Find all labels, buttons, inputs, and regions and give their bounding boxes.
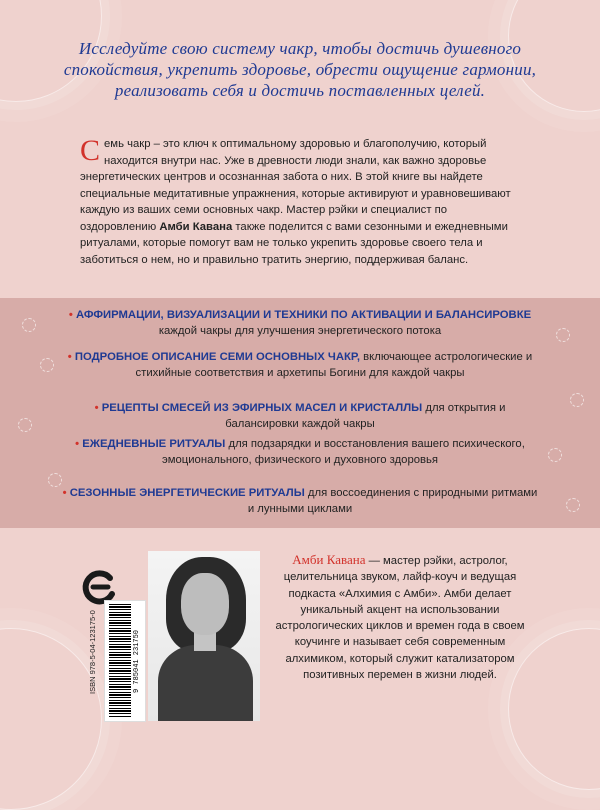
feature-item: • СЕЗОННЫЕ ЭНЕРГЕТИЧЕСКИЕ РИТУАЛЫ для воссоединения с природными ритмами и лунными циклами <box>62 487 538 515</box>
feature-item: • ЕЖЕДНЕВНЫЕ РИТУАЛЫ для подзарядки и восстановления вашего психического, эмоционального, физического и духовного здоровья <box>75 438 525 466</box>
dandelion-icon <box>22 318 36 332</box>
dandelion-icon <box>40 358 54 372</box>
features-band <box>0 298 600 528</box>
barcode <box>104 600 146 722</box>
dandelion-icon <box>570 393 584 407</box>
dandelion-icon <box>18 418 32 432</box>
dandelion-icon <box>48 473 62 487</box>
body-text-part: емь чакр – это ключ к оптимальному здоровью и благополучию, который находится внутри нас. Уже в древности люди знали, как важно здоровье энергетических центров и осознанная забота о них. В этой книге вы найдете специальные медитативные упражнения, которые активируют и уравновешивают каждую из ваших семи основных чакр. Мастер рэйки и специалист по оздоровлению <box>80 138 511 233</box>
feature-item: • ПОДРОБНОЕ ОПИСАНИЕ СЕМИ ОСНОВНЫХ ЧАКР, включающее астрологические и стихийные соответствия и архетипы Богини для каждой чакры <box>67 351 533 379</box>
author-bio-name: Амби Кавана <box>292 552 366 567</box>
description-section <box>0 0 600 298</box>
author-bio <box>270 552 530 683</box>
feature-item: • АФФИРМАЦИИ, ВИЗУАЛИЗАЦИИ И ТЕХНИКИ ПО АКТИВАЦИИ И БАЛАНСИРОВКЕ каждой чакры для улучшения энергетического потока <box>68 309 532 337</box>
author-name: Амби Кавана <box>159 220 233 233</box>
feature-item: • РЕЦЕПТЫ СМЕСЕЙ ИЗ ЭФИРНЫХ МАСЕЛ И КРИСТАЛЛЫ для открытия и балансировки каждой чакры <box>94 402 506 430</box>
barcode-lines <box>109 604 131 718</box>
isbn-text: ISBN 978-5-04-123175-0 <box>88 610 97 695</box>
author-bio-text: — мастер рэйки, астролог, целительница звуком, лайф-коуч и ведущая подкаста «Алхимия с Амби». Амби делает уникальный акцент на использовании астрологических циклов и времен года в своем коучинге и называет себя современным алхимиком, который служит катализатором позитивных перемен в жизни людей. <box>275 555 525 682</box>
body-text-part: также поделится с вами сезонными и ежедневными ритуалами, которые помогут вам не только укрепить здоровье своего тела и заботиться о нем, но и правильно тратить энергию, поддерживая баланс. <box>80 220 508 266</box>
drop-cap: С <box>80 134 101 167</box>
dandelion-icon <box>556 328 570 342</box>
body-paragraph <box>80 136 525 268</box>
dandelion-icon <box>566 498 580 512</box>
barcode-number: 9 785041 231750 <box>133 629 141 693</box>
dandelion-icon <box>548 448 562 462</box>
intro-text: Исследуйте свою систему чакр, чтобы достичь душевного спокойствия, укрепить здоровье, обрести ощущение гармонии, реализовать себя и достичь поставленных целей. <box>63 39 537 100</box>
author-photo <box>148 551 260 721</box>
